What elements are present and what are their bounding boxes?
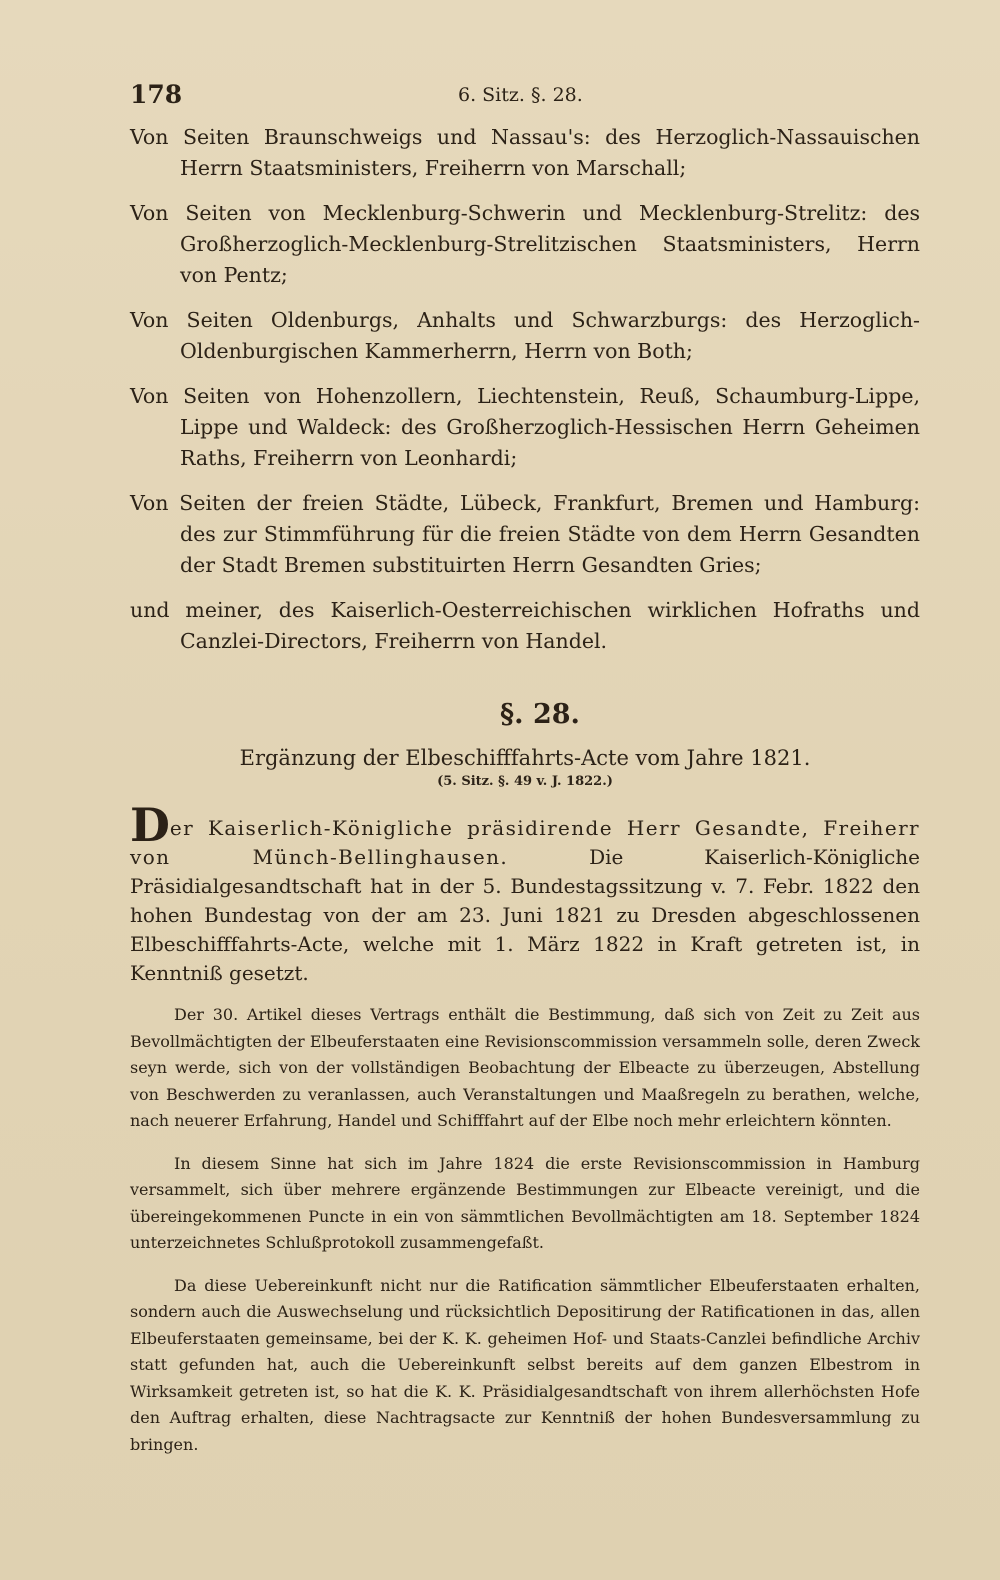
delegate-entry-oldenburg: Von Seiten Oldenburgs, Anhalts und Schwarzburgs: des Herzoglich-Oldenburgischen Kammerherrn, Herrn von Both; — [130, 308, 920, 363]
delegate-entry-free-cities: Von Seiten der freien Städte, Lübeck, Frankfurt, Bremen und Hamburg: des zur Stimmführung für die freien Städte von dem Herrn Gesandten der Stadt Bremen substituirten Herrn Gesandten Gries; — [130, 491, 920, 577]
paragraph-article-30: Der 30. Artikel dieses Vertrags enthält die Bestimmung, daß sich von Zeit zu Zeit aus Bevollmächtigten der Elbeuferstaaten eine Revisionscommission versammeln solle, deren Zweck seyn werde, sich von der vollständigen Beobachtung der Elbeacte zu überzeugen, Abstellung von Beschwerden zu veranlassen, auch Veranstaltungen und Maaßregeln zu berathen, welche, nach neuerer Erfahrung, Handel und Schifffahrt auf der Elbe noch mehr erleichtern könnten. — [130, 1005, 920, 1130]
lead-speaker: er Kaiserlich-Königliche präsidirende Herr Gesandte, Freiherr von Münch-Bellinghausen. — [130, 816, 920, 869]
section-heading: Ergänzung der Elbeschifffahrts-Acte vom Jahre 1821. — [239, 746, 811, 770]
running-head: 6. Sitz. §. 28. — [458, 84, 583, 106]
section-number: §. 28. — [500, 699, 580, 730]
section-reference: (5. Sitz. §. 49 v. J. 1822.) — [437, 774, 613, 789]
paragraph-revision-1824: In diesem Sinne hat sich im Jahre 1824 die erste Revisionscommission in Hamburg versammelt, sich über mehrere ergänzende Bestimmungen zur Elbeacte vereinigt, und die übereingekommenen Puncte in ein von sämmtlichen Bevollmächtigten am 18. September 1824 unterzeichnetes Schlußprotokoll zusammengefaßt. — [130, 1153, 920, 1252]
lead-body: Die Kaiserlich-Königliche Präsidialgesandtschaft hat in der 5. Bundestagssitzung v. 7. Febr. 1822 den hohen Bundestag von der am 23. Juni 1821 zu Dresden abgeschlossenen Elbeschifffahrts-Acte, welche mit 1. März 1822 in Kraft getreten ist, in Kenntniß gesetzt. — [130, 845, 920, 985]
lead-paragraph — [130, 798, 920, 988]
text-block — [130, 122, 920, 1474]
page-header — [130, 80, 920, 114]
delegate-entry-hohenzollern: Von Seiten von Hohenzollern, Liechtenstein, Reuß, Schaumburg-Lippe, Lippe und Waldeck: des Großherzoglich-Hessischen Herrn Geheimen Raths, Freiherrn von Leonhardi; — [130, 384, 920, 470]
paragraph-ratification: Da diese Uebereinkunft nicht nur die Ratification sämmtlicher Elbeuferstaaten erhalten, sondern auch die Auswechselung und rücksichtlich Depositirung der Ratificationen in das, allen Elbeuferstaaten gemeinsame, bei der K. K. geheimen Hof- und Staats-Canzlei befindliche Archiv statt gefunden hat, auch die Uebereinkunft selbst bereits auf dem ganzen Elbestrom in Wirksamkeit getreten ist, so hat die K. K. Präsidialgesandtschaft von ihrem allerhöchsten Hofe den Auftrag erhalten, diese Nachtragsacte zur Kenntniß der hohen Bundesversammlung zu bringen. — [130, 1275, 920, 1454]
page-number: 178 — [130, 80, 183, 109]
drop-cap: D — [130, 798, 170, 852]
delegate-entry-braunschweig: Von Seiten Braunschweigs und Nassau's: des Herzoglich-Nassauischen Herrn Staatsministers, Freiherrn von Marschall; — [130, 125, 920, 180]
delegate-entry-austria: und meiner, des Kaiserlich-Oesterreichischen wirklichen Hofraths und Canzlei-Directors, Freiherrn von Handel. — [130, 598, 920, 653]
delegate-entry-mecklenburg: Von Seiten von Mecklenburg-Schwerin und Mecklenburg-Strelitz: des Großherzoglich-Mecklenburg-Strelitzischen Staatsministers, Herrn von Pentz; — [130, 201, 920, 287]
